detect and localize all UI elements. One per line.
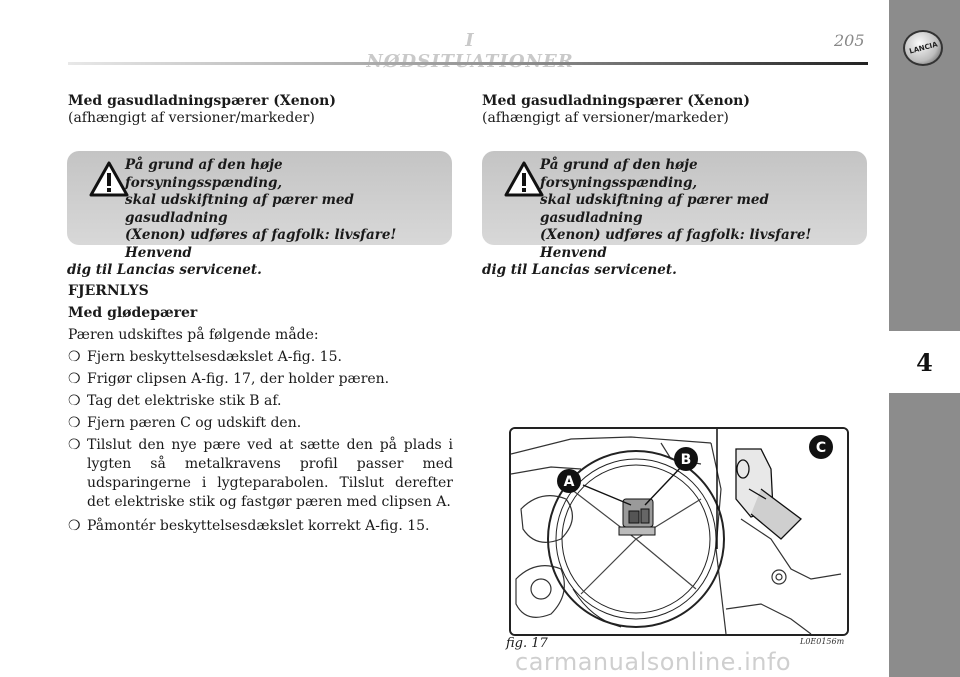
warning-line: dig til Lancias servicenet. bbox=[482, 262, 677, 278]
list-item bbox=[68, 515, 453, 537]
warning-line: dig til Lancias servicenet. bbox=[67, 262, 262, 278]
warning-line: På grund af den høje forsyningsspænding, bbox=[125, 157, 283, 191]
intro-text: Pæren udskiftes på følgende måde: bbox=[68, 327, 319, 343]
bullet-icon: ❍ bbox=[68, 393, 81, 409]
right-heading: Med gasudladningspærer (Xenon) bbox=[482, 93, 750, 109]
right-subheading: (afhængigt af versioner/markeder) bbox=[482, 110, 729, 126]
warning-line: (Xenon) udføres af fagfolk: livsfare! Henvend bbox=[125, 227, 397, 261]
callout-b: B bbox=[680, 452, 692, 468]
right-heading-block bbox=[482, 93, 750, 127]
figure-code: L0E0156m bbox=[800, 637, 845, 646]
callout-a: A bbox=[563, 474, 575, 490]
list-item bbox=[68, 390, 453, 412]
step-text: Frigør clipsen A-fig. 17, der holder pæren. bbox=[87, 371, 390, 387]
headlight-illustration bbox=[511, 429, 847, 634]
left-body bbox=[68, 280, 453, 537]
warning-line: skal udskiftning af pærer med gasudladning bbox=[540, 192, 769, 226]
left-heading-block bbox=[68, 93, 336, 127]
callout-c-marker bbox=[809, 435, 833, 459]
bulb-connector bbox=[619, 499, 655, 535]
list-item bbox=[68, 412, 453, 434]
warning-line: skal udskiftning af pærer med gasudladning bbox=[125, 192, 354, 226]
step-text: Fjern beskyttelsesdækslet A-fig. 15. bbox=[87, 349, 342, 365]
bullet-icon: ❍ bbox=[68, 518, 81, 534]
warning-line: (Xenon) udføres af fagfolk: livsfare! Henvend bbox=[540, 227, 812, 261]
list-item bbox=[68, 368, 453, 390]
section-title: FJERNLYS bbox=[68, 283, 149, 299]
step-text: Påmontér beskyttelsesdækslet korrekt A-fig. 15. bbox=[87, 518, 430, 534]
page-number: 205 bbox=[834, 31, 865, 50]
left-subheading: (afhængigt af versioner/markeder) bbox=[68, 110, 315, 126]
callout-c: C bbox=[815, 440, 827, 456]
list-item bbox=[68, 436, 453, 512]
logo-text: LANCIA bbox=[908, 40, 938, 56]
left-warning-box bbox=[67, 151, 452, 278]
list-item bbox=[68, 346, 453, 368]
callout-a-marker bbox=[557, 469, 581, 493]
bullet-icon: ❍ bbox=[68, 415, 81, 431]
chapter-tab: 4 bbox=[889, 333, 960, 391]
figure-label: fig. 17 bbox=[506, 636, 548, 651]
left-heading: Med gasudladningspærer (Xenon) bbox=[68, 93, 336, 109]
bullet-icon: ❍ bbox=[68, 437, 81, 453]
headlight-figure bbox=[509, 427, 849, 636]
watermark-text: carmanualsonline.info bbox=[515, 648, 792, 676]
section-subtitle: Med glødepærer bbox=[68, 305, 198, 321]
right-warning-box bbox=[482, 151, 867, 278]
bullet-icon: ❍ bbox=[68, 349, 81, 365]
warning-line: På grund af den høje forsyningsspænding, bbox=[540, 157, 698, 191]
step-text: Tilslut den nye pære ved at sætte den på plads i lygten så metalkravens profil passer med udsparingerne i lygteparabolen. Tilslut derefter det elektriske stik og fastgør pæren med clipsen A. bbox=[87, 437, 453, 510]
sidebar-divider bbox=[889, 391, 960, 393]
lancia-logo bbox=[903, 30, 943, 66]
callout-b-marker bbox=[674, 447, 698, 471]
step-text: Fjern pæren C og udskift den. bbox=[87, 415, 302, 431]
bullet-icon: ❍ bbox=[68, 371, 81, 387]
left-warning-text bbox=[67, 157, 442, 280]
right-warning-text bbox=[482, 157, 857, 280]
page-header-title: I bbox=[465, 30, 475, 51]
step-text: Tag det elektriske stik B af. bbox=[87, 393, 282, 409]
header-rule bbox=[68, 62, 868, 65]
